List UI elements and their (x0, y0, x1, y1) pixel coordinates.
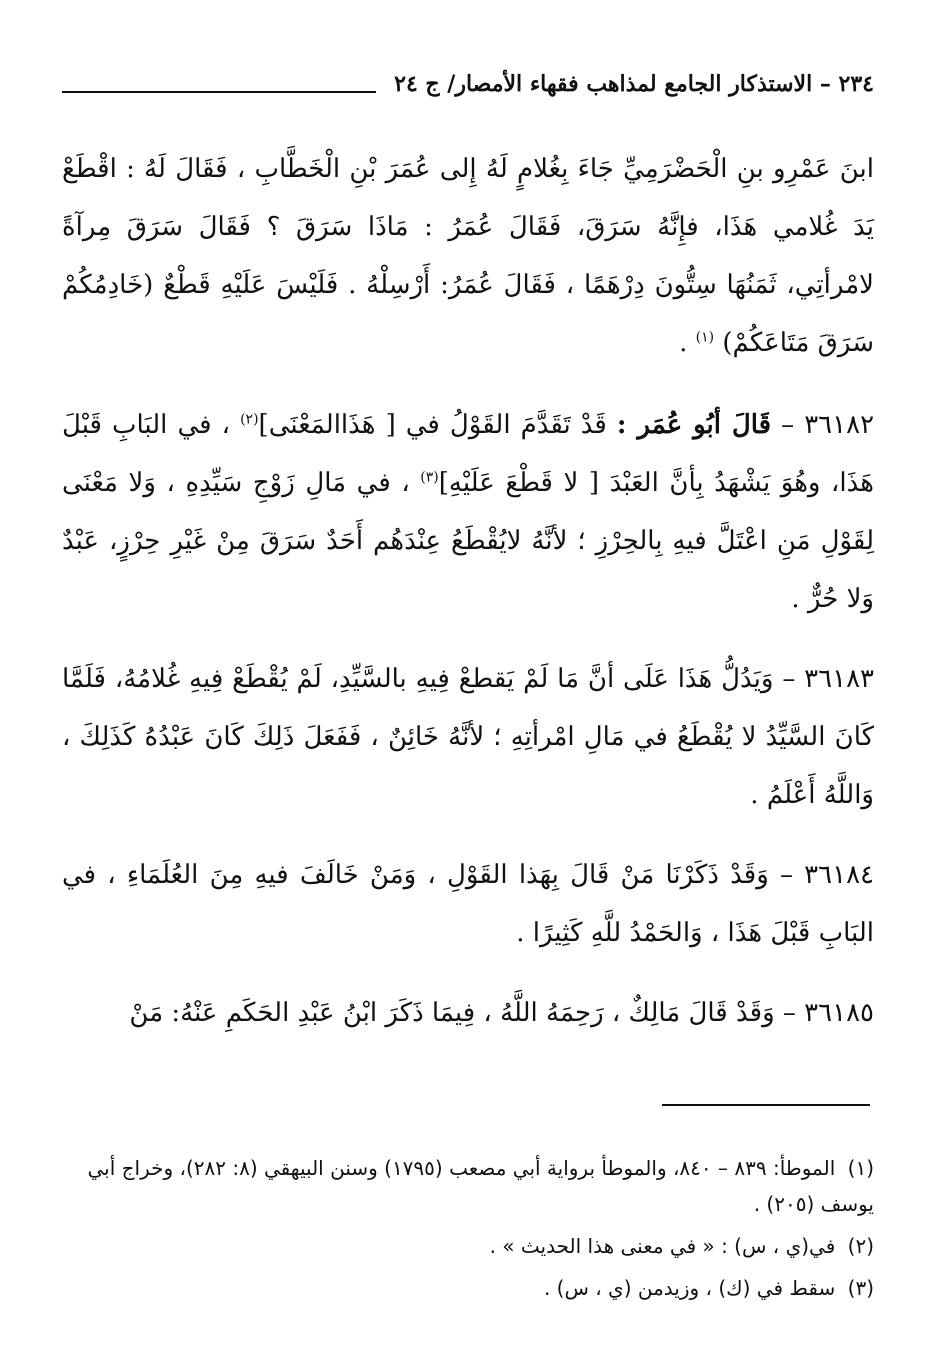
footnote-number: (١) (847, 1156, 874, 1180)
paragraph-text: ، في البَابِ قَبْلَ هَذَا، وهُوَ يَشْهَدُ بِأنَّ العَبْدَ [ لا قَطْعَ عَلَيْهِ] (62, 410, 875, 498)
paragraph-text: وَيَدُلُّ هَذَا عَلَى أنَّ مَا لَمْ يَقطعْ فِيهِ بالسَّيِّدِ، لَمْ يُقْطَعْ فِيهِ غُلامُهُ، فَلَمَّا كَانَ السَّيِّدُ لا يُقْطَعُ في مَالِ امْرأتِهِ ؛ لأنَّهُ خَائِنٌ ، فَفَعَلَ ذَلِكَ كَانَ عَبْدُهُ كَذَلِكَ ، وَاللَّهُ أَعْلَمُ . (62, 664, 874, 810)
paragraph-text: قَدْ تَقَدَّمَ القَوْلُ في [ هَذَاالمَعْنَى] (258, 410, 607, 440)
footnote-3 (62, 1270, 874, 1306)
footnote-ref-1: (١) (695, 329, 715, 346)
paragraph-36185 (62, 984, 874, 1042)
footnote-number: (٣) (847, 1276, 874, 1300)
header-title: ٢٣٤ – الاستذكار الجامع لمذاهب فقهاء الأمصار/ ج ٢٤ (394, 71, 874, 97)
footnote-text: الموطأ: ٨٣٩ – ٨٤٠، والموطأ برواية أبي مصعب (١٧٩٥) وسنن البيهقي (٨: ٢٨٢)، وخراج أبي يوسف (٢٠٥) . (87, 1156, 874, 1216)
footnote-text: سقط في (ك) ، وزيدمن (ي ، س) . (543, 1276, 836, 1300)
paragraph-1-end: . (679, 328, 688, 358)
paragraph-1-text: ابنَ عَمْرِو بنِ الْحَضْرَمِيِّ جَاءَ بِغُلامٍ لَهُ إِلى عُمَرَ بْنِ الْخَطَّابِ ، فَقَالَ لَهُ : اقْطَعْ يَدَ غُلامي هَذَا، فإِنَّهُ سَرَقَ، فَقَالَ عُمَرُ : مَاذَا سَرَقَ ؟ فَقَالَ سَرَقَ مِرآةً لامْرأتِي، ثَمَنُهَا سِتُّونَ دِرْهَمًا ، فَقَالَ عُمَرُ: أَرْسِلْهُ . فَلَيْسَ عَلَيْهِ قَطْعٌ (خَادِمُكُمْ سَرَقَ مَتَاعَكُمْ) (62, 154, 874, 358)
footnotes (62, 1150, 874, 1312)
paragraph-number: ٣٦١٨٣ – (782, 664, 874, 694)
speaker-label: قَالَ أبُو عُمَر : (616, 410, 772, 440)
paragraph-number: ٣٦١٨٥ – (782, 998, 874, 1028)
running-header (62, 64, 874, 104)
paragraph-text: وَقَدْ ذَكَرْنَا مَنْ قَالَ بِهَذا القَوْلِ ، وَمَنْ خَالَفَ فيهِ مِنَ العُلَمَاءِ ، في البَابِ قَبْلَ هَذَا ، وَالحَمْدُ للَّهِ كَثِيرًا . (62, 860, 874, 948)
footnote-ref-2: (٢) (240, 411, 259, 428)
paragraph-text: ، في مَالِ زَوْجِ سَيِّدِهِ ، وَلا مَعْنَى لِقَوْلِ مَنِ اعْتَلَّ فيهِ بِالحِرْزِ ؛ لأنَّهُ لايُقْطَعُ عِنْدَهُم أَحَدٌ سَرَقَ مِنْ غَيْرِ حِرْزٍ، عَبْدٌ وَلا حُرٌّ . (62, 468, 874, 614)
footnote-2 (62, 1228, 874, 1264)
paragraph-1 (62, 140, 874, 372)
paragraph-36182 (62, 396, 874, 628)
paragraph-number: ٣٦١٨٢ – (781, 410, 875, 440)
paragraph-number: ٣٦١٨٤ – (779, 860, 874, 890)
footnote-separator (662, 1104, 870, 1106)
footnote-number: (٢) (847, 1234, 874, 1258)
paragraph-36184 (62, 846, 874, 962)
header-rule (62, 91, 376, 93)
main-text (62, 140, 874, 1064)
footnote-ref-3: (٣) (420, 469, 439, 486)
footnote-text: في(ي ، س) : « في معنى هذا الحديث » . (489, 1234, 836, 1258)
footnote-1 (62, 1150, 874, 1222)
paragraph-text: وَقَدْ قَالَ مَالِكٌ ، رَحِمَهُ اللَّهُ ، فِيمَا ذَكَرَ ابْنُ عَبْدِ الحَكَمِ عَنْهُ: مَنْ (129, 998, 775, 1028)
paragraph-36183 (62, 650, 874, 824)
